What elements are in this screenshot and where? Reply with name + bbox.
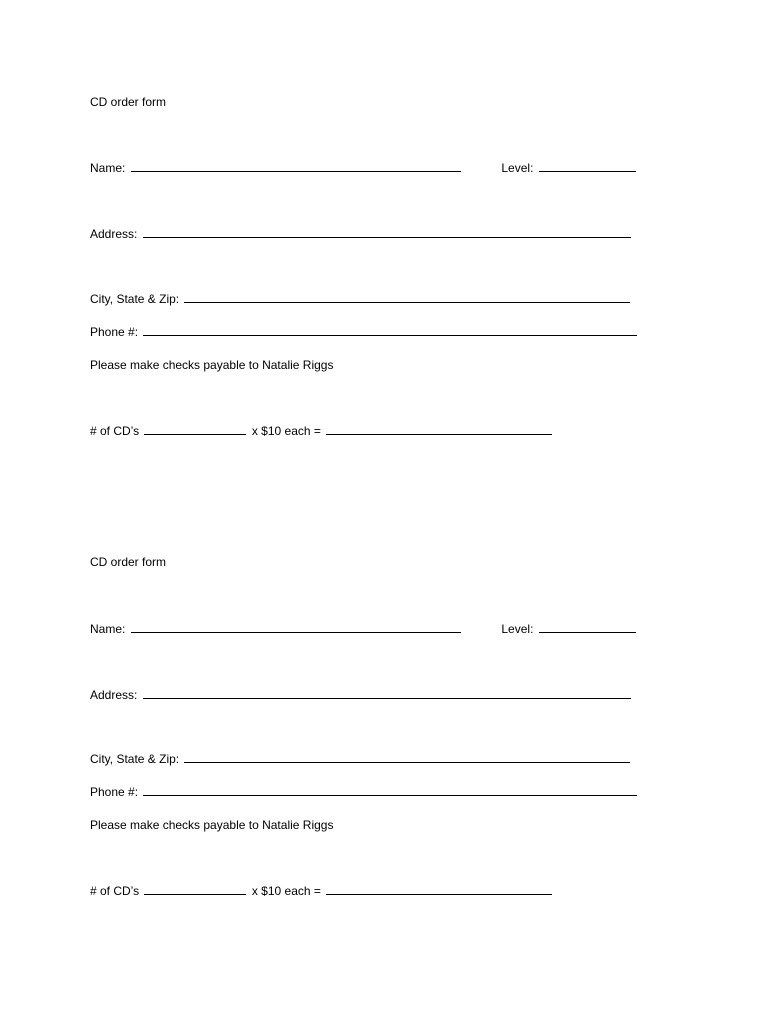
phone-row — [90, 325, 639, 339]
level-label: Level: — [501, 161, 534, 175]
cd-count-label: # of CD’s — [90, 424, 140, 438]
city-state-zip-field[interactable] — [184, 292, 630, 303]
cd-count-label: # of CD’s — [90, 884, 140, 898]
city-row — [90, 752, 632, 766]
phone-label: Phone #: — [90, 325, 139, 339]
form-title: CD order form — [90, 555, 167, 569]
price-label: x $10 each = — [251, 884, 321, 898]
address-row — [90, 688, 633, 702]
level-field[interactable] — [539, 161, 636, 172]
price-label: x $10 each = — [251, 424, 321, 438]
name-field[interactable] — [131, 622, 461, 633]
cd-quantity-row — [90, 884, 554, 898]
address-field[interactable] — [143, 688, 631, 699]
cd-count-field[interactable] — [144, 884, 246, 895]
phone-label: Phone #: — [90, 785, 139, 799]
total-field[interactable] — [326, 884, 552, 895]
address-label: Address: — [90, 227, 138, 241]
phone-row — [90, 785, 639, 799]
address-label: Address: — [90, 688, 138, 702]
cd-quantity-row — [90, 424, 554, 438]
city-state-zip-label: City, State & Zip: — [90, 292, 180, 306]
phone-field[interactable] — [143, 785, 637, 796]
address-row — [90, 227, 633, 241]
total-field[interactable] — [326, 424, 552, 435]
name-label: Name: — [90, 161, 126, 175]
city-state-zip-label: City, State & Zip: — [90, 752, 180, 766]
checks-note: Please make checks payable to Natalie Riggs — [90, 818, 334, 832]
phone-field[interactable] — [143, 325, 637, 336]
level-label: Level: — [501, 622, 534, 636]
city-row — [90, 292, 632, 306]
name-row — [90, 161, 638, 175]
name-row — [90, 622, 638, 636]
level-field[interactable] — [539, 622, 636, 633]
city-state-zip-field[interactable] — [184, 752, 630, 763]
checks-note: Please make checks payable to Natalie Riggs — [90, 358, 334, 372]
form-title: CD order form — [90, 95, 167, 109]
address-field[interactable] — [143, 227, 631, 238]
name-field[interactable] — [131, 161, 461, 172]
cd-count-field[interactable] — [144, 424, 246, 435]
name-label: Name: — [90, 622, 126, 636]
